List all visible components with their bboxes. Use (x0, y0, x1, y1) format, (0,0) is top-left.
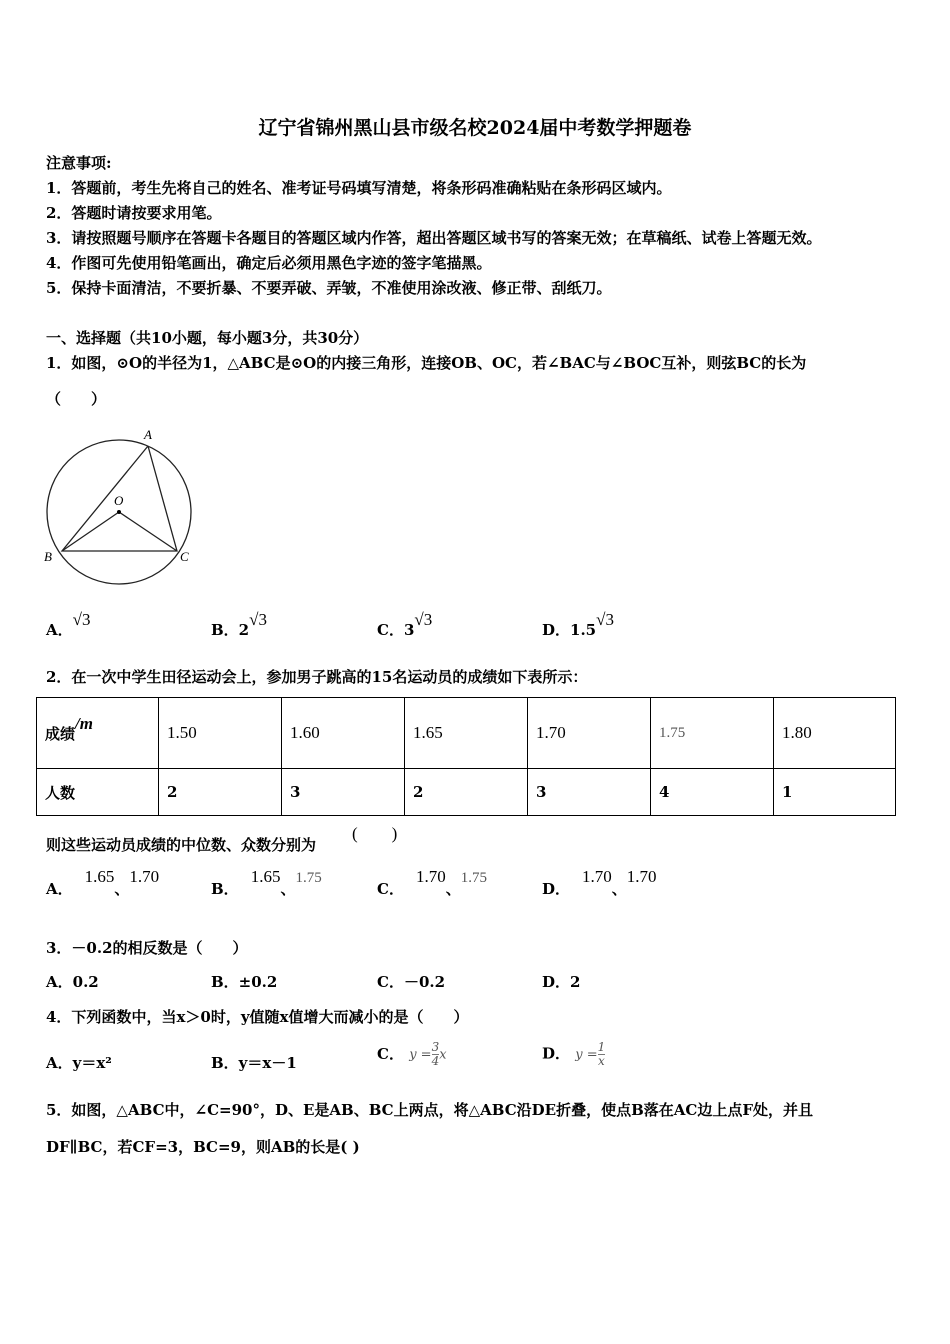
q2-option-b[interactable]: B．1.65、1.75 (211, 867, 322, 898)
cell: 1.50 (159, 698, 282, 769)
q1-option-a[interactable]: A．√3 (46, 610, 91, 639)
label-b: B (44, 549, 52, 564)
row-head: 人数 (37, 769, 159, 816)
q1-circle-diagram (40, 425, 200, 595)
cell: 2 (159, 769, 282, 816)
cell: 1 (774, 769, 896, 816)
notice-item: 5．保持卡面清洁，不要折暴、不要弄破、弄皱，不准使用涂改液、修正带、刮纸刀。 (46, 279, 612, 297)
q4-option-c[interactable]: C． y = $\frac{3}{4}$ x (377, 1040, 447, 1068)
q3-stem: 3．－0.2的相反数是（ ） (46, 939, 248, 957)
q2-option-c[interactable]: C．1.70、1.75 (377, 867, 487, 898)
q3-option-a[interactable]: A．0.2 (46, 973, 99, 991)
q2-stem: 2．在一次中学生田径运动会上，参加男子跳高的15名运动员的成绩如下表所示： (46, 668, 588, 686)
q4-stem: 4．下列函数中，当x＞0时，y值随x值增大而减小的是（ ） (46, 1008, 469, 1026)
page-title: 辽宁省锦州黑山县市级名校2024届中考数学押题卷 (258, 117, 692, 139)
q2-option-d[interactable]: D．1.70、1.70 (542, 867, 657, 898)
fraction: $\frac{3}{4}$ (431, 1040, 440, 1068)
cell: 1.75 (651, 698, 774, 769)
q1-option-c[interactable]: C．3√3 (377, 610, 433, 639)
q2-paren: ( ) (352, 824, 398, 843)
cell: 4 (651, 769, 774, 816)
cell: 3 (282, 769, 405, 816)
q2-ask: 则这些运动员成绩的中位数、众数分别为 (46, 836, 317, 854)
q1-paren: （ ） (46, 390, 107, 408)
q4-option-d[interactable]: D． y = $\frac{1}{x}$ (542, 1040, 606, 1068)
cell: 2 (405, 769, 528, 816)
q3-option-b[interactable]: B．±0.2 (211, 973, 278, 991)
section-heading: 一、选择题（共10小题，每小题3分，共30分） (46, 329, 369, 347)
notice-item: 1．答题前，考生先将自己的姓名、准考证号码填写清楚，将条形码准确粘贴在条形码区域内。 (46, 179, 672, 197)
label-o: O (114, 493, 124, 508)
notice-heading: 注意事项: (46, 154, 112, 172)
notice-item: 3．请按照题号顺序在答题卡各题目的答题区域内作答，超出答题区域书写的答案无效；在草稿纸、试卷上答题无效。 (46, 229, 822, 247)
q1-option-d[interactable]: D．1.5√3 (542, 610, 614, 639)
q1-option-b[interactable]: B．2√3 (211, 610, 267, 639)
notice-item: 4．作图可先使用铅笔画出，确定后必须用黑色字迹的签字笔描黑。 (46, 254, 492, 272)
notice-item: 2．答题时请按要求用笔。 (46, 204, 222, 222)
fraction: $\frac{1}{x}$ (597, 1040, 606, 1068)
unit: /m (75, 713, 93, 733)
cell: 1.80 (774, 698, 896, 769)
cell: 3 (528, 769, 651, 816)
row-head: 成绩 (45, 724, 76, 743)
q5-line1: 5．如图，△ABC中，∠C=90°，D、E是AB、BC上两点，将△ABC沿DE折叠，使点B落在AC边上点F处，并且 (46, 1101, 814, 1119)
q5-line2: DF∥BC，若CF=3，BC=9，则AB的长是( ) (46, 1138, 360, 1156)
label-c: C (180, 549, 189, 564)
q2-table (36, 697, 896, 816)
q3-option-c[interactable]: C．－0.2 (377, 973, 446, 991)
q4-option-b[interactable]: B．y＝x－1 (211, 1054, 297, 1072)
cell: 1.65 (405, 698, 528, 769)
q4-option-a[interactable]: A．y＝x² (46, 1054, 112, 1072)
q3-option-d[interactable]: D．2 (542, 973, 581, 991)
q2-option-a[interactable]: A．1.65、1.70 (46, 867, 160, 898)
label-a: A (144, 427, 152, 442)
cell: 1.60 (282, 698, 405, 769)
q1-stem: 1．如图，⊙O的半径为1，△ABC是⊙O的内接三角形，连接OB、OC，若∠BAC与∠BOC互补，则弦BC的长为 (46, 354, 807, 372)
cell: 1.70 (528, 698, 651, 769)
